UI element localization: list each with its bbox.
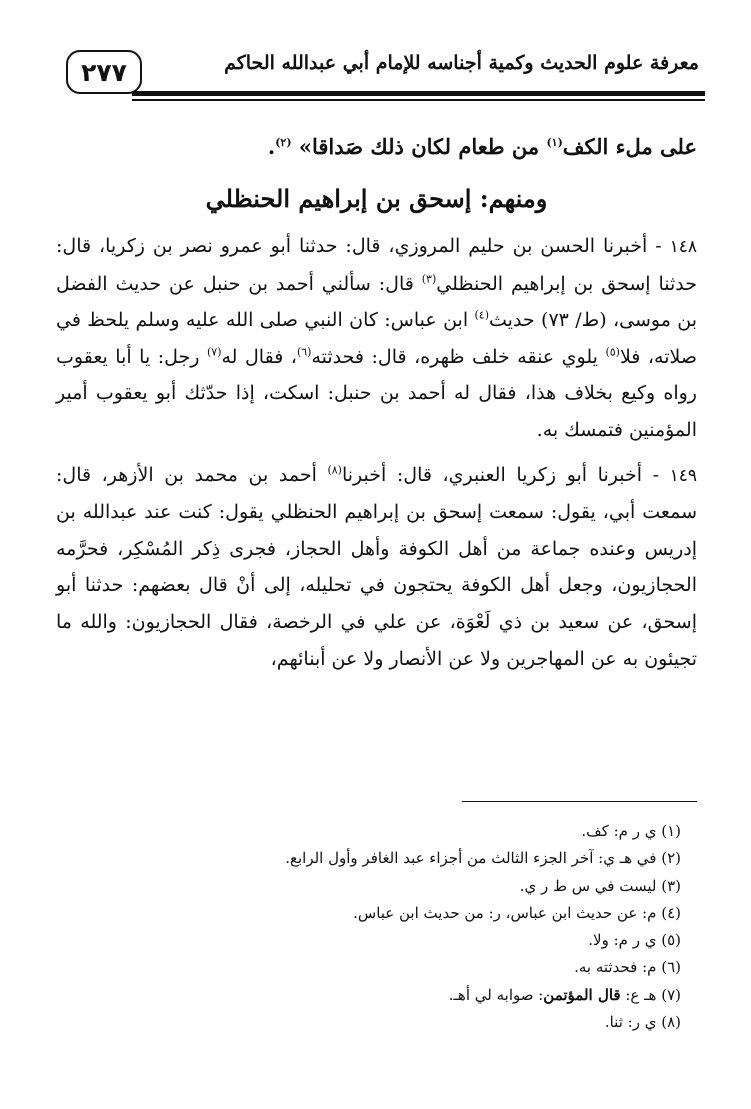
footnote-text: ليست في س ط ر ي. bbox=[519, 876, 662, 895]
quote-text-1: على ملء الكف bbox=[562, 134, 697, 159]
paragraph-text: ابن عباس: كان النبي صلى الله عليه وسلم يلحظ في صلاته، فلا bbox=[56, 309, 697, 368]
footnote-item bbox=[60, 1009, 681, 1036]
main-text bbox=[56, 128, 697, 685]
paragraph-text: يلوي عنقه خلف ظهره، قال: فحدثته bbox=[311, 345, 606, 368]
footnote-number: (٤) bbox=[661, 903, 681, 922]
footnote-number: (٦) bbox=[661, 958, 681, 977]
footnote-text: ي ر م: ولا. bbox=[588, 931, 662, 950]
paragraph-number: ١٤٨ bbox=[669, 237, 697, 257]
paragraph-text: رجل: يا أبا يعقوب رواه وكيع بخلاف هذا، فقال له أحمد بن حنبل: اسكت، إذا حدّثك أبو يعقوب أمير المؤمنين فتمسك به. bbox=[56, 345, 697, 441]
footnote-ref-6[interactable]: (٦) bbox=[296, 345, 312, 359]
footnote-number: (٧) bbox=[661, 985, 681, 1004]
footnote-item bbox=[60, 818, 681, 845]
running-header bbox=[66, 48, 699, 106]
paragraph-text: ، فقال له bbox=[221, 345, 297, 368]
footnotes-list bbox=[60, 818, 681, 1036]
footnote-text: م: فحدثته به. bbox=[574, 958, 662, 977]
footnote-number: (٨) bbox=[661, 1013, 681, 1032]
paragraph-text: - أخبرنا أبو زكريا العنبري، قال: أخبرنا bbox=[341, 463, 670, 486]
footnote-number: (٥) bbox=[661, 931, 681, 950]
footnote-item bbox=[60, 900, 681, 927]
footnote-ref-3[interactable]: (٣) bbox=[421, 272, 437, 286]
header-rule-thick bbox=[132, 91, 705, 96]
paragraph-148 bbox=[56, 228, 697, 449]
footnote-number: (١) bbox=[661, 822, 681, 840]
footnote-ref-2[interactable]: (٢) bbox=[275, 136, 292, 149]
running-title: معرفة علوم الحديث وكمية أجناسه للإمام أبي عبدالله الحاكم bbox=[224, 52, 699, 74]
footnote-number: (٢) bbox=[661, 849, 681, 868]
footnote-text: : صوابه لي أهـ. bbox=[448, 985, 544, 1004]
footnote-item bbox=[60, 954, 681, 981]
paragraph-text: - أخبرنا الحسن بن حليم المروزي، قال: حدثنا أبو عمرو نصر بن زكريا، قال: حدثنا إسحق بن إبراهيم الحنظلي bbox=[56, 235, 697, 295]
paragraph-number: ١٤٩ bbox=[669, 465, 698, 486]
footnote-text: ي ر: ثنا. bbox=[604, 1013, 662, 1032]
footnote-ref-8[interactable]: (٨) bbox=[327, 463, 342, 477]
opening-quote bbox=[56, 128, 697, 166]
footnote-emphasis: قال المؤتمن bbox=[543, 985, 621, 1004]
quote-text-3: . bbox=[267, 134, 276, 159]
footnote-ref-5[interactable]: (٥) bbox=[605, 345, 620, 359]
footnote-ref-1[interactable]: (١) bbox=[546, 136, 563, 149]
paragraph-149 bbox=[56, 457, 697, 678]
footnote-text: م: عن حديث ابن عباس، ر: من حديث ابن عباس. bbox=[353, 903, 662, 922]
footnote-ref-4[interactable]: (٤) bbox=[474, 308, 490, 322]
footnote-text: ي ر م: كف. bbox=[581, 822, 662, 840]
footnote-item bbox=[60, 927, 681, 954]
section-heading: ومنهم: إسحق بن إبراهيم الحنظلي bbox=[205, 184, 548, 213]
footnote-number: (٣) bbox=[661, 876, 681, 895]
page-number: ٢٧٧ bbox=[66, 50, 142, 94]
footnote-text: في هـ ي: آخر الجزء الثالث من أجزاء عبد الغافر وأول الرابع. bbox=[285, 849, 662, 868]
paragraph-text: أحمد بن محمد بن الأزهر، قال: سمعت أبي، يقول: سمعت إسحق بن إبراهيم الحنظلي يقول: كنت عند عبدالله بن إدريس وعنده جماعة من أهل الكوفة وأهل الحجاز، فجرى ذِكر المُسْكِر، فحرَّمه الحجازيون، وجعل أهل الكوفة يحتجون في تحليله، إلى أنْ قال بعضهم: حدثنا أبو إسحق، عن سعيد بن ذي لَعْوَة، عن علي في الرخصة، فقال الحجازيون: والله ما تجيئون به عن المهاجرين ولا عن الأنصار ولا عن أبنائهم، bbox=[56, 463, 697, 670]
paragraph-text: قال: سألني أحمد بن حنبل عن حديث الفضل بن موسى، (ط/ ٧٣) حديث bbox=[56, 272, 698, 332]
footnote-separator bbox=[462, 801, 697, 802]
quote-text-2: من طعام لكان ذلك صَداقا» bbox=[291, 134, 547, 159]
footnote-item bbox=[60, 845, 681, 872]
footnote-item bbox=[60, 873, 681, 900]
header-rule-thin bbox=[132, 99, 705, 101]
footnote-item bbox=[60, 982, 681, 1009]
footnote-text: هـ ع: bbox=[620, 985, 662, 1004]
footnote-ref-7[interactable]: (٧) bbox=[206, 345, 222, 359]
